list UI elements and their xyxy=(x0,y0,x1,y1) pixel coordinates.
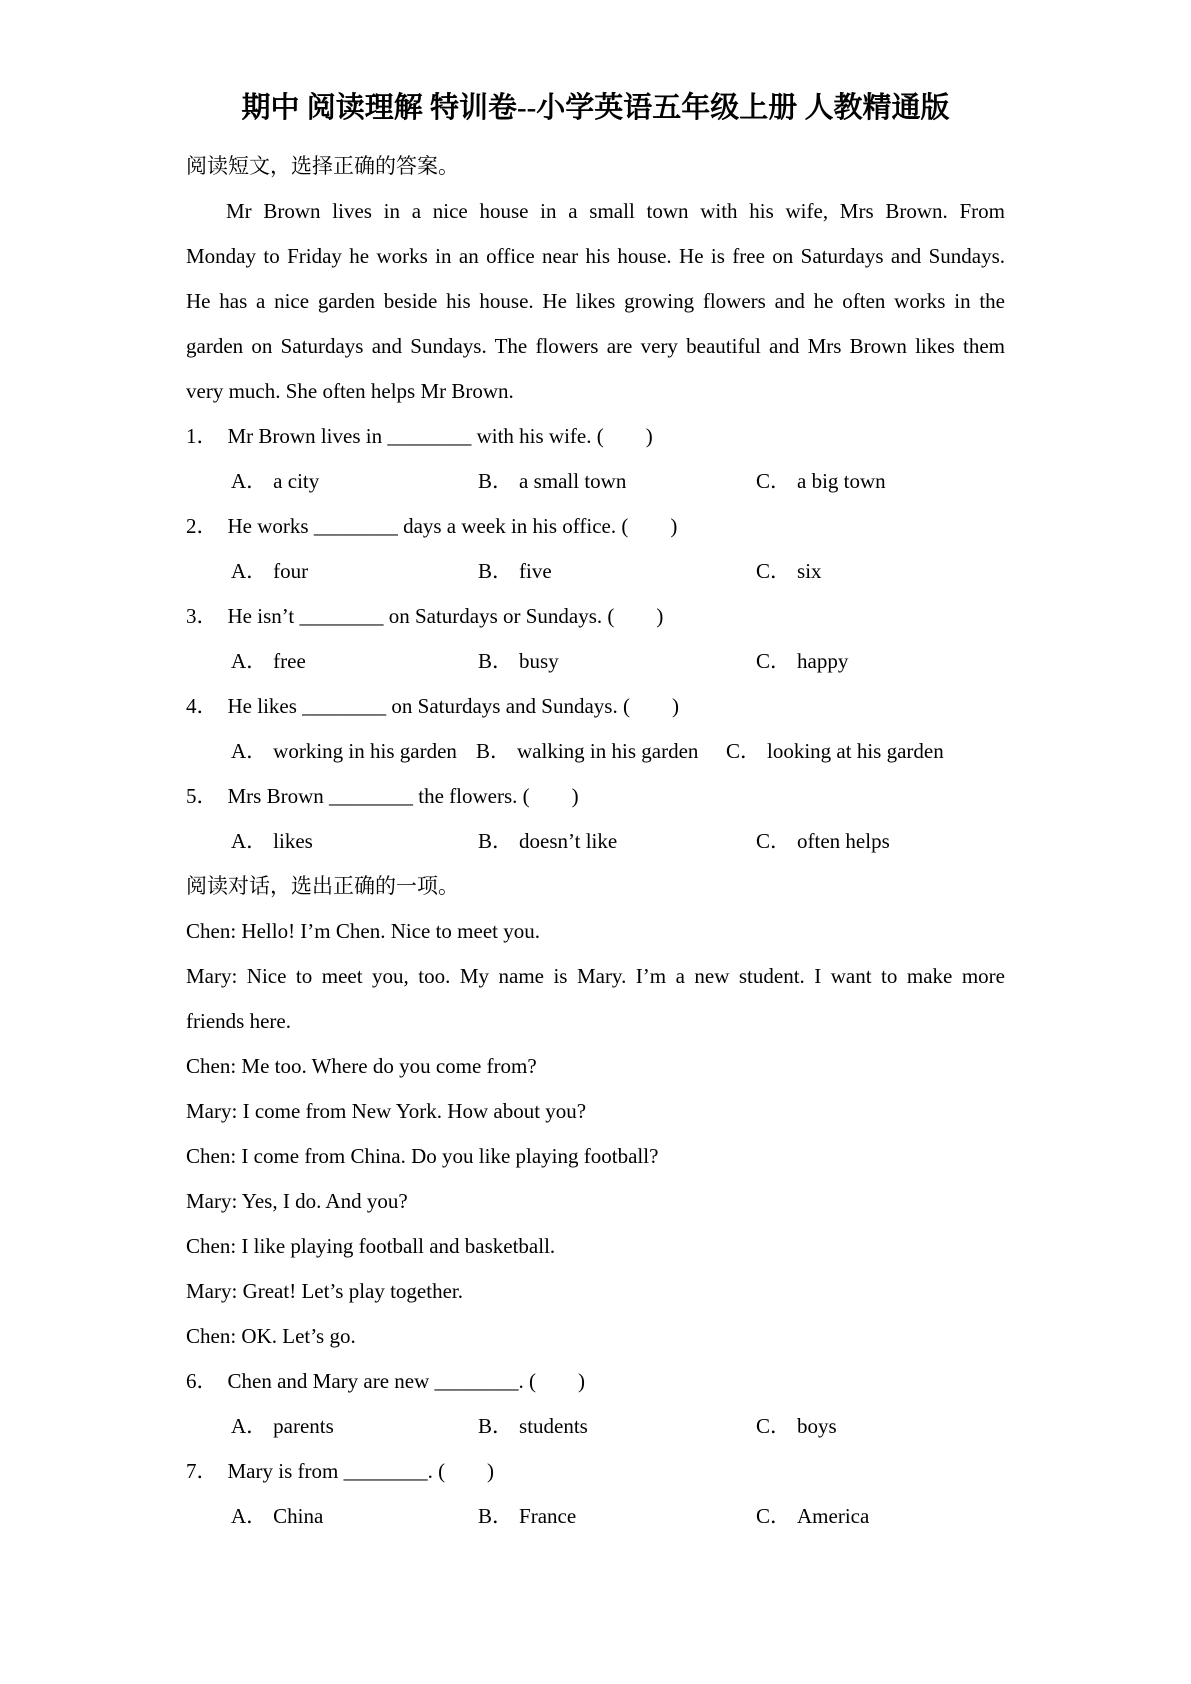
option-label: C． xyxy=(756,469,792,493)
option-label: A． xyxy=(231,829,268,853)
options-row-q7 xyxy=(186,1494,1005,1539)
option-label: B． xyxy=(478,1504,514,1528)
option-b xyxy=(478,549,756,594)
options-row-q2 xyxy=(186,549,1005,594)
section1-questions xyxy=(186,414,1005,864)
question-text: He likes ________ on Saturdays and Sundays. ( ) xyxy=(227,694,679,718)
passage-line-2: Monday to Friday he works in an office near his house. He is free on Saturdays and Sundays. xyxy=(186,244,1005,268)
option-b xyxy=(478,1404,756,1449)
option-text: four xyxy=(273,559,309,583)
option-label: A． xyxy=(231,649,268,673)
option-label: B． xyxy=(478,469,514,493)
option-c xyxy=(756,639,1005,684)
question-5 xyxy=(186,774,1005,819)
question-number: 3． xyxy=(186,604,218,628)
option-c xyxy=(726,729,1005,774)
option-a xyxy=(231,639,478,684)
passage-line-1: Mr Brown lives in a nice house in a small town with his wife, Mrs Brown. From xyxy=(226,199,1005,223)
option-label: B． xyxy=(478,829,514,853)
option-text: a big town xyxy=(797,469,886,493)
dialogue-line-3: friends here. xyxy=(186,1009,291,1033)
option-b xyxy=(478,459,756,504)
option-text: a city xyxy=(273,469,320,493)
option-b xyxy=(478,819,756,864)
question-number: 6． xyxy=(186,1369,218,1393)
option-label: B． xyxy=(476,739,512,763)
option-a xyxy=(231,459,478,504)
option-b xyxy=(478,639,756,684)
option-b xyxy=(478,1494,756,1539)
option-text: a small town xyxy=(519,469,627,493)
dialogue-line-8: Chen: I like playing football and basketball. xyxy=(186,1234,556,1258)
question-number: 4． xyxy=(186,694,218,718)
section2-instruction: 阅读对话，选出正确的一项。 xyxy=(186,874,459,898)
option-text: free xyxy=(273,649,306,673)
option-label: C． xyxy=(756,1414,792,1438)
option-text: boys xyxy=(797,1414,837,1438)
option-a xyxy=(231,819,478,864)
option-c xyxy=(756,459,1005,504)
question-number: 7． xyxy=(186,1459,218,1483)
question-6 xyxy=(186,1359,1005,1404)
question-3 xyxy=(186,594,1005,639)
option-text: working in his garden xyxy=(273,739,457,763)
option-label: B． xyxy=(478,649,514,673)
dialogue-line-4: Chen: Me too. Where do you come from? xyxy=(186,1054,537,1078)
question-text: He isn’t ________ on Saturdays or Sundays. ( ) xyxy=(227,604,664,628)
option-c xyxy=(756,819,1005,864)
question-text: Chen and Mary are new ________. ( ) xyxy=(227,1369,585,1393)
option-text: happy xyxy=(797,649,849,673)
passage-line-5: very much. She often helps Mr Brown. xyxy=(186,379,514,403)
option-label: A． xyxy=(231,559,268,583)
dialogue-line-1: Chen: Hello! I’m Chen. Nice to meet you. xyxy=(186,919,540,943)
option-text: China xyxy=(273,1504,324,1528)
option-text: students xyxy=(519,1414,588,1438)
question-number: 2． xyxy=(186,514,218,538)
option-text: walking in his garden xyxy=(517,739,699,763)
options-row-q5 xyxy=(186,819,1005,864)
option-text: looking at his garden xyxy=(767,739,944,763)
section1-instruction: 阅读短文，选择正确的答案。 xyxy=(186,154,459,178)
option-text: busy xyxy=(519,649,559,673)
option-text: America xyxy=(797,1504,870,1528)
option-label: B． xyxy=(478,559,514,583)
dialogue-line-2: Mary: Nice to meet you, too. My name is Mary. I’m a new student. I want to make more xyxy=(186,964,1005,988)
dialogue-line-7: Mary: Yes, I do. And you? xyxy=(186,1189,408,1213)
question-text: He works ________ days a week in his office. ( ) xyxy=(227,514,678,538)
dialogue-line-9: Mary: Great! Let’s play together. xyxy=(186,1279,463,1303)
option-label: C． xyxy=(756,1504,792,1528)
reading-passage xyxy=(186,189,1005,414)
option-text: France xyxy=(519,1504,577,1528)
option-label: A． xyxy=(231,1504,268,1528)
option-a xyxy=(231,1404,478,1449)
question-number: 5． xyxy=(186,784,218,808)
question-1 xyxy=(186,414,1005,459)
dialogue-line-10: Chen: OK. Let’s go. xyxy=(186,1324,356,1348)
options-row-q1 xyxy=(186,459,1005,504)
question-number: 1． xyxy=(186,424,218,448)
option-c xyxy=(756,549,1005,594)
option-label: C． xyxy=(726,739,762,763)
dialogue-line-6: Chen: I come from China. Do you like playing football? xyxy=(186,1144,659,1168)
passage-line-4: garden on Saturdays and Sundays. The flowers are very beautiful and Mrs Brown likes them xyxy=(186,334,1005,358)
option-text: doesn’t like xyxy=(519,829,618,853)
option-label: A． xyxy=(231,469,268,493)
question-7 xyxy=(186,1449,1005,1494)
section2-questions xyxy=(186,1359,1005,1539)
option-b xyxy=(476,729,726,774)
question-4 xyxy=(186,684,1005,729)
option-text: likes xyxy=(273,829,313,853)
question-text: Mary is from ________. ( ) xyxy=(227,1459,495,1483)
option-a xyxy=(231,549,478,594)
question-text: Mrs Brown ________ the flowers. ( ) xyxy=(227,784,579,808)
option-text: often helps xyxy=(797,829,890,853)
question-2 xyxy=(186,504,1005,549)
option-c xyxy=(756,1494,1005,1539)
option-a xyxy=(231,729,476,774)
option-label: C． xyxy=(756,559,792,583)
option-label: A． xyxy=(231,739,268,763)
page-title: 期中 阅读理解 特训卷--小学英语五年级上册 人教精通版 xyxy=(241,92,950,124)
option-label: C． xyxy=(756,829,792,853)
passage-line-3: He has a nice garden beside his house. He likes growing flowers and he often works in the xyxy=(186,289,1005,313)
options-row-q6 xyxy=(186,1404,1005,1449)
option-label: B． xyxy=(478,1414,514,1438)
page-content xyxy=(186,88,1005,1539)
option-c xyxy=(756,1404,1005,1449)
dialogue xyxy=(186,909,1005,1359)
option-a xyxy=(231,1494,478,1539)
option-text: parents xyxy=(273,1414,334,1438)
question-text: Mr Brown lives in ________ with his wife. ( ) xyxy=(227,424,653,448)
options-row-q3 xyxy=(186,639,1005,684)
option-text: six xyxy=(797,559,822,583)
options-row-q4 xyxy=(186,729,1005,774)
dialogue-line-5: Mary: I come from New York. How about you? xyxy=(186,1099,587,1123)
option-text: five xyxy=(519,559,552,583)
option-label: C． xyxy=(756,649,792,673)
option-label: A． xyxy=(231,1414,268,1438)
